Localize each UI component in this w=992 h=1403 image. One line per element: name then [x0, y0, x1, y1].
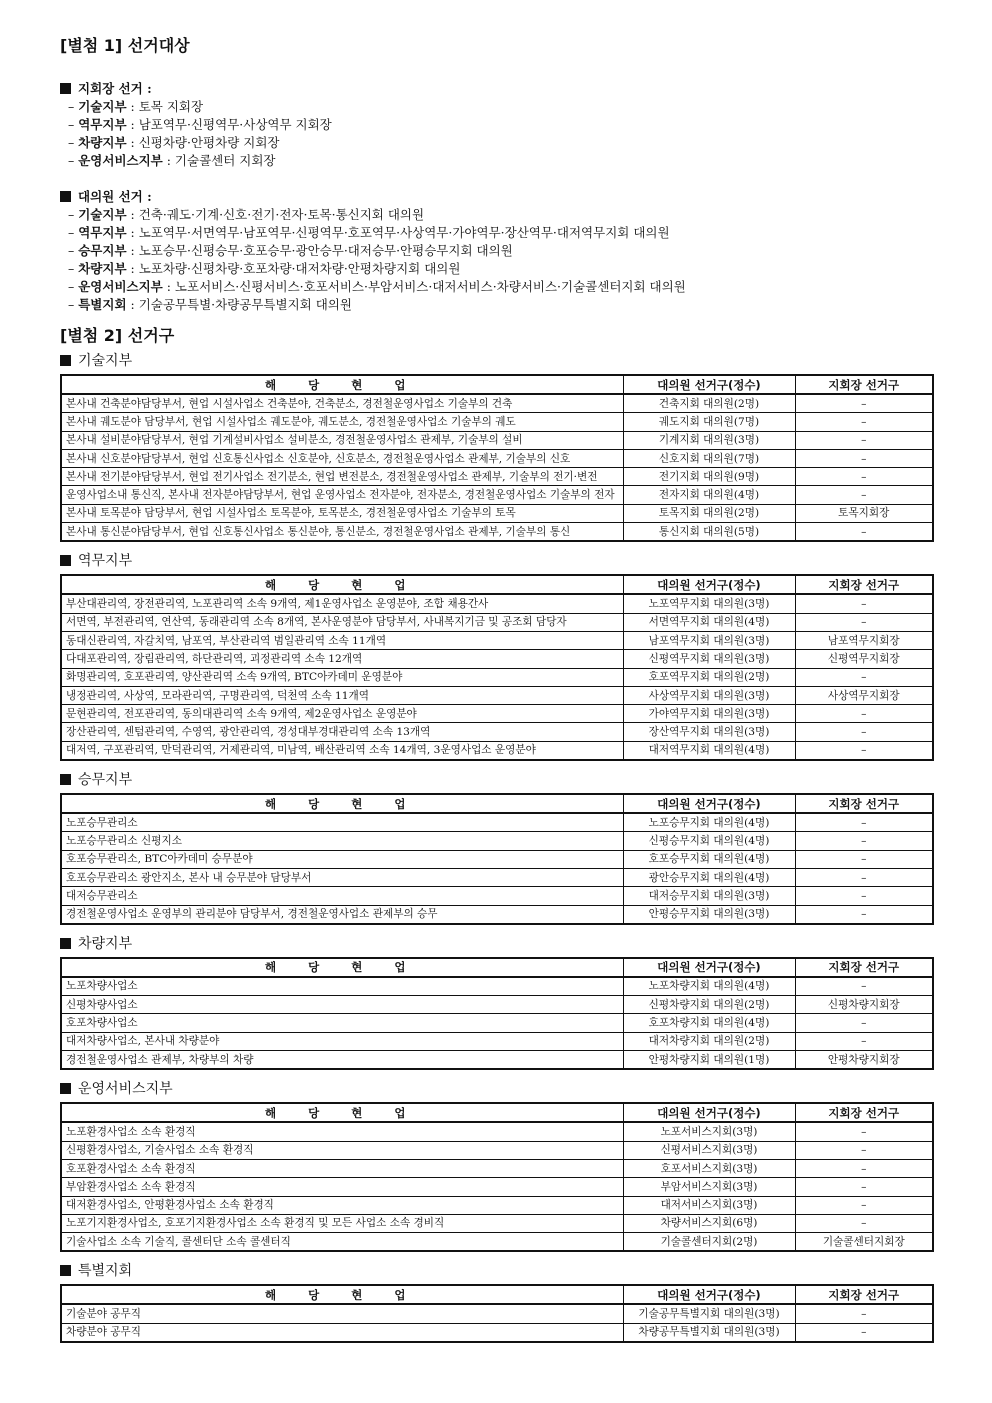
cell-representative: 신평차량지회 대의원(2명) [623, 996, 795, 1014]
table-row [61, 613, 933, 631]
cell-workplace: 부산대관리역, 장전관리역, 노포관리역 소속 9개역, 제1운영사업소 운영분야, 조합 채용간사 [61, 594, 623, 613]
table-header-row [61, 1285, 933, 1304]
table-header-row [61, 1103, 933, 1122]
table-row [61, 631, 933, 649]
cell-chief: 토목지회장 [795, 504, 933, 522]
cell-representative: 호포승무지회 대의원(4명) [623, 850, 795, 868]
header-chief: 지회장 선거구 [795, 958, 933, 977]
cell-workplace: 대저역, 구포관리역, 만덕관리역, 거제관리역, 미남역, 배산관리역 소속 14개역, 3운영사업소 운영분야 [61, 741, 623, 760]
header-representative: 대의원 선거구(정수) [623, 1285, 795, 1304]
header-workplace: 해 당 현 업 [61, 1285, 623, 1304]
table-row [61, 977, 933, 996]
square-bullet-icon [60, 774, 71, 785]
cell-chief: – [795, 594, 933, 613]
table-row [61, 594, 933, 613]
list-line-text: : 기술콜센터 지회장 [162, 153, 276, 168]
cell-representative: 부암서비스지회(3명) [623, 1178, 795, 1196]
header-workplace: 해 당 현 업 [61, 575, 623, 594]
header-representative: 대의원 선거구(정수) [623, 1103, 795, 1122]
cell-representative: 신평역무지회 대의원(3명) [623, 650, 795, 668]
table-row [61, 741, 933, 760]
cell-chief: – [795, 1304, 933, 1323]
cell-representative: 궤도지회 대의원(7명) [623, 413, 795, 431]
cell-chief: – [795, 668, 933, 686]
list-line: – 기술지부 : 건축·궤도·기계·신호·전기·전자·토목·통신지회 대의원 [68, 207, 425, 222]
cell-chief: – [795, 832, 933, 850]
section-title [60, 1078, 932, 1100]
constituency-table [60, 374, 934, 542]
table-row [61, 887, 933, 905]
cell-workplace: 문현관리역, 전포관리역, 동의대관리역 소속 9개역, 제2운영사업소 운영분야 [61, 705, 623, 723]
header-representative: 대의원 선거구(정수) [623, 958, 795, 977]
cell-chief: 사상역무지회장 [795, 686, 933, 704]
cell-workplace: 대저환경사업소, 안평환경사업소 소속 환경직 [61, 1196, 623, 1214]
cell-representative: 차량공무특별지회 대의원(3명) [623, 1323, 795, 1342]
header-chief: 지회장 선거구 [795, 1103, 933, 1122]
cell-workplace: 기술사업소 소속 기술직, 콜센터단 소속 콜센터직 [61, 1233, 623, 1252]
list-line: – 특별지회 : 기술공무특별·차량공무특별지회 대의원 [68, 297, 352, 312]
cell-chief: – [795, 413, 933, 431]
list-line-label: 역무지부 [78, 117, 127, 132]
square-bullet-icon [60, 1083, 71, 1094]
list-line: – 차량지부 : 노포차량·신평차량·호포차량·대저차량·안평차량지회 대의원 [68, 261, 461, 276]
cell-chief: 신평역무지회장 [795, 650, 933, 668]
cell-representative: 노포서비스지회(3명) [623, 1122, 795, 1141]
cell-workplace: 본사내 설비분야담당부서, 현업 기계설비사업소 설비분소, 경전철운영사업소 관제부, 기술부의 설비 [61, 431, 623, 449]
header-workplace: 해 당 현 업 [61, 375, 623, 394]
cell-chief: – [795, 1159, 933, 1177]
cell-chief: – [795, 1214, 933, 1232]
cell-representative: 호포서비스지회(3명) [623, 1159, 795, 1177]
cell-workplace: 화명관리역, 호포관리역, 양산관리역 소속 9개역, BTC아카데미 운영분야 [61, 668, 623, 686]
cell-workplace: 차량분야 공무직 [61, 1323, 623, 1342]
constituency-table [60, 957, 934, 1070]
list-line-text: : 남포역무·신평역무·사상역무 지회장 [126, 117, 332, 132]
cell-representative: 서면역무지회 대의원(4명) [623, 613, 795, 631]
table-row [61, 832, 933, 850]
cell-chief: – [795, 1178, 933, 1196]
constituency-table [60, 1284, 934, 1343]
table-row [61, 813, 933, 832]
cell-workplace: 경전철운영사업소 관제부, 차량부의 차량 [61, 1051, 623, 1070]
list-line-label: 특별지회 [78, 297, 127, 312]
section-title [60, 550, 932, 572]
cell-workplace: 노포승무관리소 [61, 813, 623, 832]
cell-workplace: 본사내 건축분야담당부서, 현업 시설사업소 건축분야, 건축분소, 경전철운영사업소 기술부의 건축 [61, 394, 623, 413]
cell-chief: – [795, 394, 933, 413]
square-bullet-icon [60, 355, 71, 366]
list-line-text: : 건축·궤도·기계·신호·전기·전자·토목·통신지회 대의원 [126, 207, 425, 222]
list-line-text: : 토목 지회장 [126, 99, 204, 114]
cell-representative: 안평승무지회 대의원(3명) [623, 905, 795, 924]
section-title [60, 350, 932, 372]
cell-chief: – [795, 868, 933, 886]
section-title [60, 933, 932, 955]
table-row [61, 1214, 933, 1232]
cell-representative: 통신지회 대의원(5명) [623, 523, 795, 542]
cell-representative: 대저역무지회 대의원(4명) [623, 741, 795, 760]
header-workplace: 해 당 현 업 [61, 794, 623, 813]
table-row [61, 523, 933, 542]
cell-chief: – [795, 850, 933, 868]
table-header-row [61, 958, 933, 977]
constituency-sections [60, 350, 932, 1349]
cell-representative: 대저차량지회 대의원(2명) [623, 1032, 795, 1050]
cell-representative: 차량서비스지회(6명) [623, 1214, 795, 1232]
cell-chief: – [795, 1014, 933, 1032]
cell-chief: – [795, 449, 933, 467]
cell-chief: – [795, 431, 933, 449]
list-line-label: 역무지부 [78, 225, 127, 240]
table-header-row [61, 375, 933, 394]
cell-representative: 노포차량지회 대의원(4명) [623, 977, 795, 996]
section-name: 운영서비스지부 [78, 1081, 173, 1098]
table-row [61, 705, 933, 723]
header-representative: 대의원 선거구(정수) [623, 375, 795, 394]
header-workplace: 해 당 현 업 [61, 958, 623, 977]
cell-workplace: 부암환경사업소 소속 환경직 [61, 1178, 623, 1196]
attachment-2-title: [별첨 2] 선거구 [60, 326, 175, 345]
cell-workplace: 본사내 궤도분야 담당부서, 현업 시설사업소 궤도분야, 궤도분소, 경전철운영사업소 기술부의 궤도 [61, 413, 623, 431]
cell-chief: – [795, 905, 933, 924]
constituency-table [60, 574, 934, 761]
table-row [61, 996, 933, 1014]
table-row [61, 413, 933, 431]
cell-representative: 기술공무특별지회 대의원(3명) [623, 1304, 795, 1323]
cell-workplace: 다대포관리역, 장림관리역, 하단관리역, 괴정관리역 소속 12개역 [61, 650, 623, 668]
cell-chief: – [795, 468, 933, 486]
cell-workplace: 경전철운영사업소 운영부의 관리분야 담당부서, 경전철운영사업소 관제부의 승무 [61, 905, 623, 924]
cell-representative: 노포역무지회 대의원(3명) [623, 594, 795, 613]
list-line-label: 차량지부 [78, 135, 127, 150]
cell-workplace: 신평환경사업소, 기술사업소 소속 환경직 [61, 1141, 623, 1159]
cell-representative: 전기지회 대의원(9명) [623, 468, 795, 486]
section-title [60, 769, 932, 791]
table-row [61, 650, 933, 668]
table-row [61, 431, 933, 449]
table-row [61, 449, 933, 467]
table-row [61, 468, 933, 486]
cell-workplace: 신평차량사업소 [61, 996, 623, 1014]
cell-representative: 신평서비스지회(3명) [623, 1141, 795, 1159]
table-row [61, 1141, 933, 1159]
list-line: – 운영서비스지부 : 기술콜센터 지회장 [68, 153, 276, 168]
table-row [61, 1014, 933, 1032]
cell-representative: 광안승무지회 대의원(4명) [623, 868, 795, 886]
section-name: 역무지부 [78, 553, 133, 570]
list-line-text: : 노포승무·신평승무·호포승무·광안승무·대저승무·안평승무지회 대의원 [126, 243, 513, 258]
square-bullet-icon [60, 83, 71, 94]
square-bullet-icon [60, 191, 71, 202]
cell-chief: – [795, 887, 933, 905]
header-chief: 지회장 선거구 [795, 375, 933, 394]
table-row [61, 905, 933, 924]
list-line: – 역무지부 : 남포역무·신평역무·사상역무 지회장 [68, 117, 332, 132]
cell-representative: 신평승무지회 대의원(4명) [623, 832, 795, 850]
table-row [61, 686, 933, 704]
header-chief: 지회장 선거구 [795, 1285, 933, 1304]
cell-chief: – [795, 1141, 933, 1159]
cell-workplace: 대저차량사업소, 본사내 차량분야 [61, 1032, 623, 1050]
table-row [61, 1323, 933, 1342]
cell-chief: 신평차량지회장 [795, 996, 933, 1014]
cell-chief: – [795, 1122, 933, 1141]
cell-representative: 신호지회 대의원(7명) [623, 449, 795, 467]
document-page [60, 34, 932, 1349]
list-line: – 운영서비스지부 : 노포서비스·신평서비스·호포서비스·부암서비스·대저서비스·차량서비스·기술콜센터지회 대의원 [68, 279, 686, 294]
cell-representative: 건축지회 대의원(2명) [623, 394, 795, 413]
cell-chief: – [795, 1196, 933, 1214]
cell-chief: 안평차량지회장 [795, 1051, 933, 1070]
cell-workplace: 본사내 전기분야담당부서, 현업 전기사업소 전기분소, 현업 변전분소, 경전철운영사업소 관제부, 기술부의 전기·변전 [61, 468, 623, 486]
header-representative: 대의원 선거구(정수) [623, 794, 795, 813]
header-representative: 대의원 선거구(정수) [623, 575, 795, 594]
list-line-text: : 노포서비스·신평서비스·호포서비스·부암서비스·대저서비스·차량서비스·기술콜센터지회 대의원 [162, 279, 686, 294]
table-row [61, 486, 933, 504]
section-title [60, 1260, 932, 1282]
chief-election-list [60, 98, 932, 170]
table-row [61, 1051, 933, 1070]
cell-workplace: 본사내 신호분야담당부서, 현업 신호통신사업소 신호분야, 신호분소, 경전철운영사업소 관제부, 기술부의 신호 [61, 449, 623, 467]
list-line-label: 운영서비스지부 [78, 279, 163, 294]
section-name: 차량지부 [78, 935, 133, 952]
attachment-1-title: [별첨 1] 선거대상 [60, 36, 190, 55]
representative-election-list [60, 206, 932, 314]
square-bullet-icon [60, 555, 71, 566]
cell-chief: 남포역무지회장 [795, 631, 933, 649]
cell-workplace: 호포승무관리소 광안지소, 본사 내 승무분야 담당부서 [61, 868, 623, 886]
list-line-label: 기술지부 [78, 207, 127, 222]
table-header-row [61, 575, 933, 594]
square-bullet-icon [60, 938, 71, 949]
cell-representative: 노포승무지회 대의원(4명) [623, 813, 795, 832]
section-name: 기술지부 [78, 353, 133, 369]
cell-workplace: 서면역, 부전관리역, 연산역, 동래관리역 소속 8개역, 본사운영분야 담당부서, 사내복지기금 및 공조회 담당자 [61, 613, 623, 631]
cell-representative: 토목지회 대의원(2명) [623, 504, 795, 522]
header-chief: 지회장 선거구 [795, 575, 933, 594]
table-row [61, 850, 933, 868]
cell-workplace: 운영사업소내 통신직, 본사내 전자분야담당부서, 현업 운영사업소 전자분야, 전자분소, 경전철운영사업소 기술부의 전자 [61, 486, 623, 504]
cell-workplace: 동대신관리역, 자갈치역, 남포역, 부산관리역 범일관리역 소속 11개역 [61, 631, 623, 649]
cell-workplace: 노포승무관리소 신평지소 [61, 832, 623, 850]
representative-election-heading: 대의원 선거 : [60, 188, 932, 206]
table-row [61, 504, 933, 522]
table-row [61, 1233, 933, 1252]
cell-chief: 기술콜센터지회장 [795, 1233, 933, 1252]
cell-representative: 기술콜센터지회(2명) [623, 1233, 795, 1252]
cell-chief: – [795, 723, 933, 741]
list-line-text: : 기술공무특별·차량공무특별지회 대의원 [126, 297, 352, 312]
list-line: – 역무지부 : 노포역무·서면역무·남포역무·신평역무·호포역무·사상역무·가야역무·장산역무·대저역무지회 대의원 [68, 225, 670, 240]
cell-workplace: 호포환경사업소 소속 환경직 [61, 1159, 623, 1177]
list-line-text: : 노포차량·신평차량·호포차량·대저차량·안평차량지회 대의원 [126, 261, 461, 276]
list-line-label: 차량지부 [78, 261, 127, 276]
cell-chief: – [795, 741, 933, 760]
table-row [61, 1032, 933, 1050]
list-line-label: 승무지부 [78, 243, 127, 258]
cell-chief: – [795, 613, 933, 631]
cell-chief: – [795, 705, 933, 723]
table-row [61, 1122, 933, 1141]
cell-workplace: 노포환경사업소 소속 환경직 [61, 1122, 623, 1141]
cell-chief: – [795, 813, 933, 832]
table-header-row [61, 794, 933, 813]
cell-representative: 호포차량지회 대의원(4명) [623, 1014, 795, 1032]
table-row [61, 1159, 933, 1177]
cell-representative: 안평차량지회 대의원(1명) [623, 1051, 795, 1070]
list-line: – 승무지부 : 노포승무·신평승무·호포승무·광안승무·대저승무·안평승무지회 대의원 [68, 243, 513, 258]
cell-workplace: 노포차량사업소 [61, 977, 623, 996]
cell-chief: – [795, 1032, 933, 1050]
cell-workplace: 장산관리역, 센텀관리역, 수영역, 광안관리역, 경성대부경대관리역 소속 13개역 [61, 723, 623, 741]
cell-workplace: 본사내 토목분야 담당부서, 현업 시설사업소 토목분야, 토목분소, 경전철운영사업소 기술부의 토목 [61, 504, 623, 522]
square-bullet-icon [60, 1265, 71, 1276]
cell-workplace: 냉정관리역, 사상역, 모라관리역, 구명관리역, 덕천역 소속 11개역 [61, 686, 623, 704]
table-row [61, 868, 933, 886]
chief-election-heading: 지회장 선거 : [60, 80, 932, 98]
cell-chief: – [795, 486, 933, 504]
cell-representative: 전자지회 대의원(4명) [623, 486, 795, 504]
cell-representative: 가야역무지회 대의원(3명) [623, 705, 795, 723]
list-line-text: : 노포역무·서면역무·남포역무·신평역무·호포역무·사상역무·가야역무·장산역무·대저역무지회 대의원 [126, 225, 670, 240]
cell-representative: 대저승무지회 대의원(3명) [623, 887, 795, 905]
cell-chief: – [795, 977, 933, 996]
constituency-table [60, 793, 934, 925]
cell-chief: – [795, 523, 933, 542]
cell-representative: 사상역무지회 대의원(3명) [623, 686, 795, 704]
table-row [61, 1178, 933, 1196]
table-row [61, 394, 933, 413]
cell-representative: 장산역무지회 대의원(3명) [623, 723, 795, 741]
list-line-label: 기술지부 [78, 99, 127, 114]
cell-workplace: 본사내 통신분야담당부서, 현업 신호통신사업소 통신분야, 통신분소, 경전철운영사업소 관제부, 기술부의 통신 [61, 523, 623, 542]
list-line-text: : 신평차량·안평차량 지회장 [126, 135, 280, 150]
table-row [61, 723, 933, 741]
section-name: 승무지부 [78, 772, 133, 789]
cell-representative: 호포역무지회 대의원(2명) [623, 668, 795, 686]
list-line: – 차량지부 : 신평차량·안평차량 지회장 [68, 135, 280, 150]
cell-representative: 남포역무지회 대의원(3명) [623, 631, 795, 649]
table-row [61, 668, 933, 686]
cell-workplace: 기술분야 공무직 [61, 1304, 623, 1323]
cell-workplace: 호포승무관리소, BTC아카데미 승무분야 [61, 850, 623, 868]
cell-representative: 대저서비스지회(3명) [623, 1196, 795, 1214]
header-workplace: 해 당 현 업 [61, 1103, 623, 1122]
header-chief: 지회장 선거구 [795, 794, 933, 813]
constituency-table [60, 1102, 934, 1252]
cell-chief: – [795, 1323, 933, 1342]
cell-workplace: 대저승무관리소 [61, 887, 623, 905]
table-row [61, 1304, 933, 1323]
cell-workplace: 노포기지환경사업소, 호포기지환경사업소 소속 환경직 및 모든 사업소 소속 경비직 [61, 1214, 623, 1232]
section-name: 특별지회 [78, 1263, 133, 1280]
list-line: – 기술지부 : 토목 지회장 [68, 99, 204, 114]
cell-workplace: 호포차량사업소 [61, 1014, 623, 1032]
list-line-label: 운영서비스지부 [78, 153, 163, 168]
table-row [61, 1196, 933, 1214]
cell-representative: 기계지회 대의원(3명) [623, 431, 795, 449]
